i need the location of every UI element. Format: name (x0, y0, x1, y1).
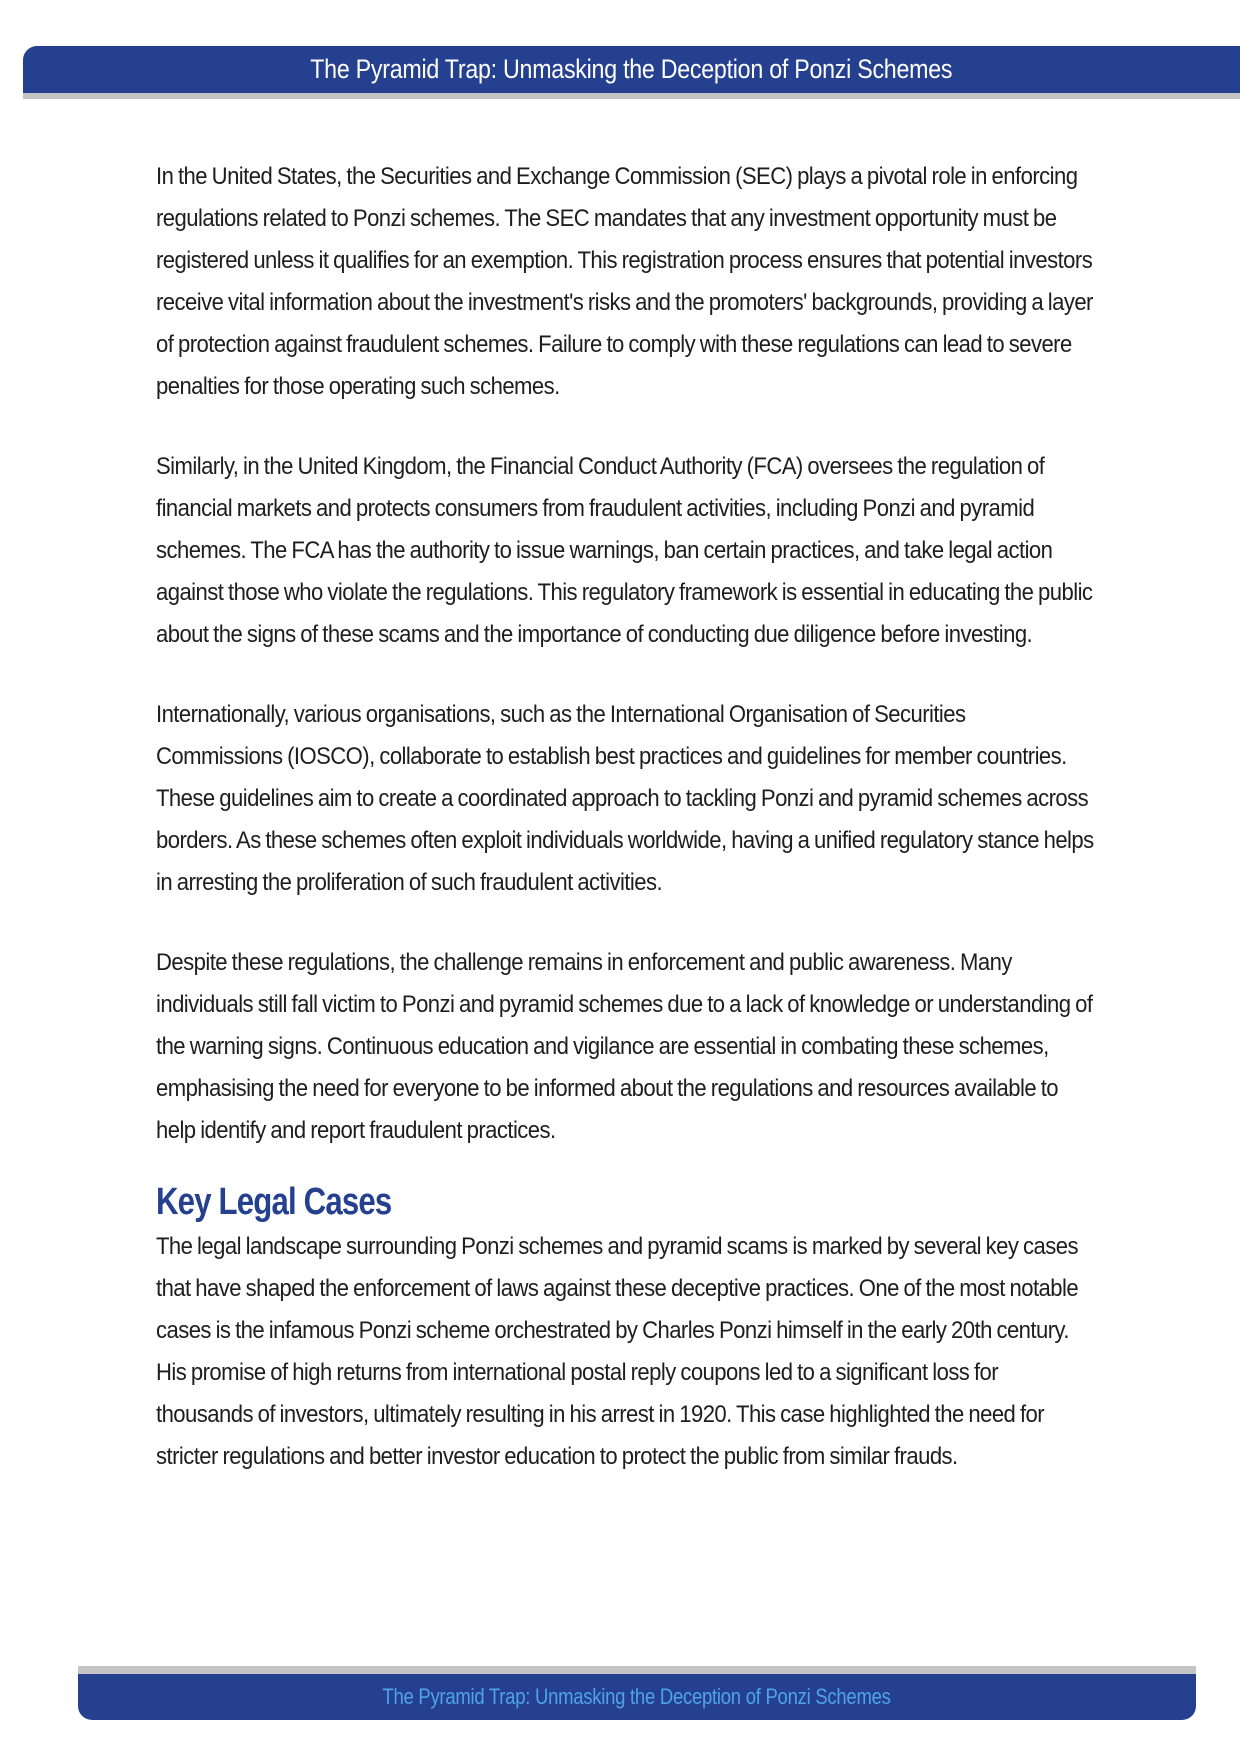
header-title: The Pyramid Trap: Unmasking the Deception of Ponzi Schemes (310, 54, 953, 84)
page-content (156, 156, 1096, 1516)
page-header (23, 46, 1240, 93)
body-paragraph-iosco: Internationally, various organisations, such as the International Organisation of Securities Commissions (IOSCO), collaborate to establish best practices and guidelines for member countries. These guidelines aim to create a coordinated approach to tackling Ponzi and pyramid schemes across borders. As these schemes often exploit individuals worldwide, having a unified regulatory stance helps in arresting the proliferation of such fraudulent activities. (156, 701, 1094, 896)
footer-band (78, 1674, 1196, 1720)
page-footer (78, 1666, 1196, 1720)
body-paragraph-enforcement: Despite these regulations, the challenge remains in enforcement and public awareness. Many individuals still fall victim to Ponzi and pyramid schemes due to a lack of knowledge or understanding of the warning signs. Continuous education and vigilance are essential in combating these schemes, emphasising the need for everyone to be informed about the regulations and resources available to help identify and report fraudulent practices. (156, 949, 1093, 1144)
body-paragraph-fca: Similarly, in the United Kingdom, the Financial Conduct Authority (FCA) oversees the regulation of financial markets and protects consumers from fraudulent activities, including Ponzi and pyramid schemes. The FCA has the authority to issue warnings, ban certain practices, and take legal action against those who violate the regulations. This regulatory framework is essential in educating the public about the signs of these scams and the importance of conducting due diligence before investing. (156, 453, 1093, 648)
section-paragraph: The legal landscape surrounding Ponzi schemes and pyramid scams is marked by several key cases that have shaped the enforcement of laws against these deceptive practices. One of the most notable cases is the infamous Ponzi scheme orchestrated by Charles Ponzi himself in the early 20th century. His promise of high returns from international postal reply coupons led to a significant loss for thousands of investors, ultimately resulting in his arrest in 1920. This case highlighted the need for stricter regulations and better investor education to protect the public from similar frauds. (156, 1233, 1079, 1470)
section-heading: Key Legal Cases (156, 1181, 392, 1223)
footer-divider (78, 1666, 1196, 1674)
body-paragraph-sec: In the United States, the Securities and Exchange Commission (SEC) plays a pivotal role in enforcing regulations related to Ponzi schemes. The SEC mandates that any investment opportunity must be registered unless it qualifies for an exemption. This registration process ensures that potential investors receive vital information about the investment's risks and the promoters' backgrounds, providing a layer of protection against fraudulent schemes. Failure to comply with these regulations can lead to severe penalties for those operating such schemes. (156, 163, 1093, 400)
footer-title: The Pyramid Trap: Unmasking the Deception of Ponzi Schemes (382, 1684, 892, 1709)
